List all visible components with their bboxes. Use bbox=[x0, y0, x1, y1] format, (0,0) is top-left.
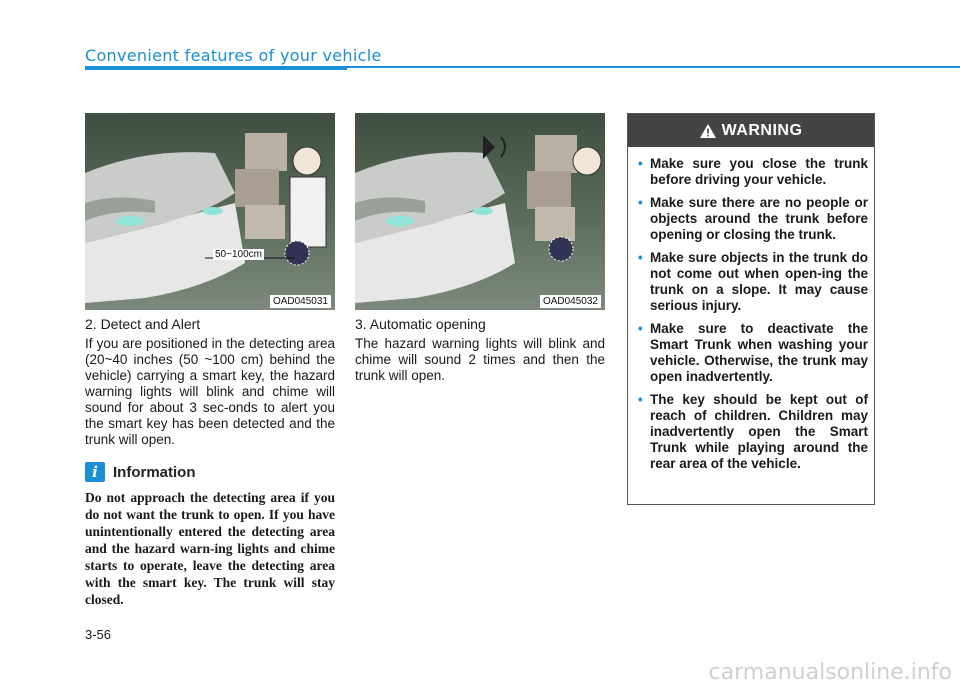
warning-triangle-icon bbox=[700, 124, 716, 138]
warning-item-text: The key should be kept out of reach of children. Children may inadvertently open the Smart Trunk while playing around the rear area of the vehicle. bbox=[650, 392, 868, 471]
figure-code: OAD045032 bbox=[540, 295, 601, 308]
car-rear-illustration bbox=[85, 113, 335, 310]
information-label: Information bbox=[113, 463, 196, 481]
warning-item-text: Make sure to deactivate the Smart Trunk when washing your vehicle. Otherwise, the trunk may open inadvertently. bbox=[650, 321, 868, 384]
figure-detect-and-alert bbox=[85, 113, 335, 310]
bullet-icon: • bbox=[638, 156, 643, 171]
section-title: Convenient features of your vehicle bbox=[85, 46, 382, 65]
warning-item-text: Make sure you close the trunk before driving your vehicle. bbox=[650, 156, 868, 187]
bullet-icon: • bbox=[638, 250, 643, 265]
warning-item bbox=[638, 392, 868, 472]
information-heading bbox=[85, 462, 196, 482]
warning-item bbox=[638, 195, 868, 243]
information-body: Do not approach the detecting area if you do not want the trunk to open. If you have unintentionally entered the detecting area and the hazard warn-ing lights and chime starts to operate, leave the detecting area with the smart key. The trunk will stay closed. bbox=[85, 490, 335, 607]
warning-item bbox=[638, 321, 868, 385]
figure-automatic-opening bbox=[355, 113, 605, 310]
warning-list bbox=[628, 147, 874, 472]
bullet-icon: • bbox=[638, 321, 643, 336]
auto-open-title: 3. Automatic opening bbox=[355, 316, 486, 332]
warning-title: WARNING bbox=[721, 121, 803, 139]
detect-title: 2. Detect and Alert bbox=[85, 316, 201, 332]
warning-item bbox=[638, 156, 868, 188]
warning-item-text: Make sure objects in the trunk do not come out when open-ing the trunk on a slope. It may cause serious injury. bbox=[650, 250, 868, 313]
distance-label: 50~100cm bbox=[215, 249, 262, 260]
warning-box bbox=[627, 113, 875, 505]
auto-open-body: The hazard warning lights will blink and chime will sound 2 times and then the trunk will open. bbox=[355, 336, 605, 383]
bullet-icon: • bbox=[638, 392, 643, 407]
watermark: carmanualsonline.info bbox=[708, 660, 952, 685]
warning-header bbox=[628, 114, 874, 147]
bullet-icon: • bbox=[638, 195, 643, 210]
page-number: 3-56 bbox=[85, 627, 112, 642]
warning-item-text: Make sure there are no people or objects around the trunk before opening or closing the trunk. bbox=[650, 195, 868, 242]
info-icon: i bbox=[85, 462, 105, 482]
warning-item bbox=[638, 250, 868, 314]
header-accent-bar bbox=[85, 66, 347, 70]
car-rear-illustration bbox=[355, 113, 605, 310]
detect-body: If you are positioned in the detecting area (20~40 inches (50 ~100 cm) behind the vehicle) carrying a smart key, the hazard warning lights will blink and chime will sound for about 3 sec-onds to alert you the smart key has been detected and the trunk will open. bbox=[85, 336, 335, 447]
figure-code: OAD045031 bbox=[270, 295, 331, 308]
